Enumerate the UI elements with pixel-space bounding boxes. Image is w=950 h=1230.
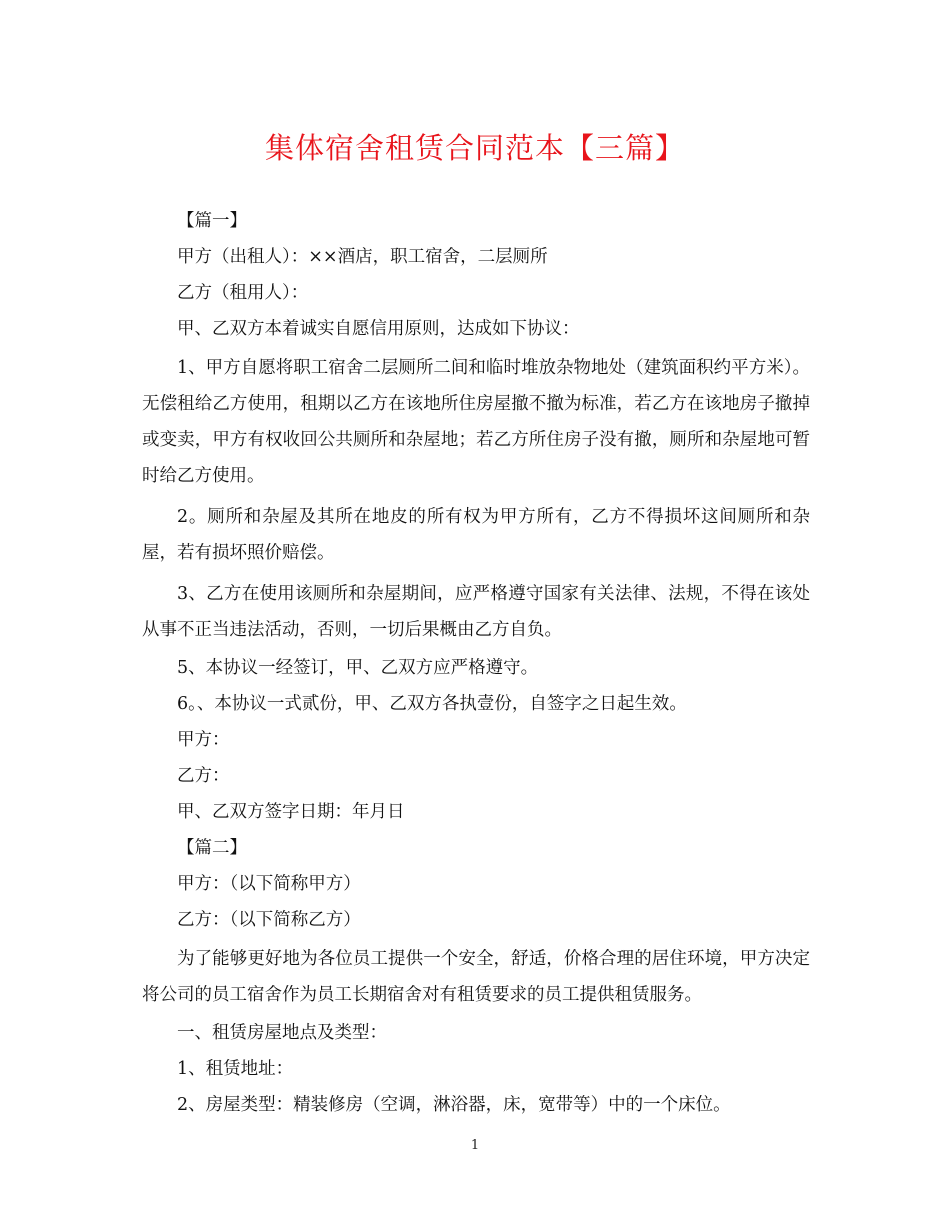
signature-party-a: 甲方： bbox=[177, 730, 230, 750]
agreement-intro: 甲、乙双方本着诚实自愿信用原则，达成如下协议： bbox=[177, 319, 580, 339]
purpose-paragraph: 为了能够更好地为各位员工提供一个安全，舒适，价格合理的居住环境，甲方决定将公司的员工宿舍作为员工长期宿舍对有租赁要求的员工提供租赁服务。 bbox=[142, 949, 810, 1005]
party-a-line: 甲方（出租人）：××酒店，职工宿舍，二层厕所 bbox=[177, 247, 548, 267]
party-a-line-2: 甲方：（以下简称甲方） bbox=[177, 874, 361, 894]
party-b-line-2: 乙方：（以下简称乙方） bbox=[177, 910, 361, 930]
document-title: 集体宿舍租赁合同范本【三篇】 bbox=[264, 131, 685, 165]
clause-3: 3、乙方在使用该厕所和杂屋期间，应严格遵守国家有关法律、法规，不得在该处从事不正当违法活动，否则，一切后果概由乙方自负。 bbox=[142, 584, 810, 640]
section-heading-part-two: 【篇二】 bbox=[177, 838, 247, 858]
article-1-heading: 一、租赁房屋地点及类型： bbox=[177, 1023, 387, 1043]
section-heading-part-one: 【篇一】 bbox=[177, 211, 247, 231]
clause-6: 6。、本协议一式贰份，甲、乙双方各执壹份，自签字之日起生效。 bbox=[177, 694, 687, 714]
house-type: 2、房屋类型：精装修房（空调，淋浴器，床，宽带等）中的一个床位。 bbox=[177, 1095, 731, 1115]
clause-2: 2。厕所和杂屋及其所在地皮的所有权为甲方所有，乙方不得损坏这间厕所和杂屋，若有损坏照价赔偿。 bbox=[142, 507, 810, 563]
signature-date: 甲、乙双方签字日期：年月日 bbox=[177, 802, 405, 822]
clause-1: 1、甲方自愿将职工宿舍二层厕所二间和临时堆放杂物地处（建筑面积约平方米）。无偿租给乙方使用，租期以乙方在该地所住房屋撤不撤为标准，若乙方在该地房子撤掉或变卖，甲方有权收回公共厕所和杂屋地；若乙方所住房子没有撤，厕所和杂屋地可暂时给乙方使用。 bbox=[142, 358, 810, 486]
party-b-line: 乙方（租用人）： bbox=[177, 283, 309, 303]
rental-address: 1、租赁地址： bbox=[177, 1059, 294, 1079]
page-number: 1 bbox=[470, 1138, 480, 1153]
clause-5: 5、本协议一经签订，甲、乙双方应严格遵守。 bbox=[177, 658, 539, 678]
signature-party-b: 乙方： bbox=[177, 766, 230, 786]
document-body bbox=[142, 206, 810, 1126]
